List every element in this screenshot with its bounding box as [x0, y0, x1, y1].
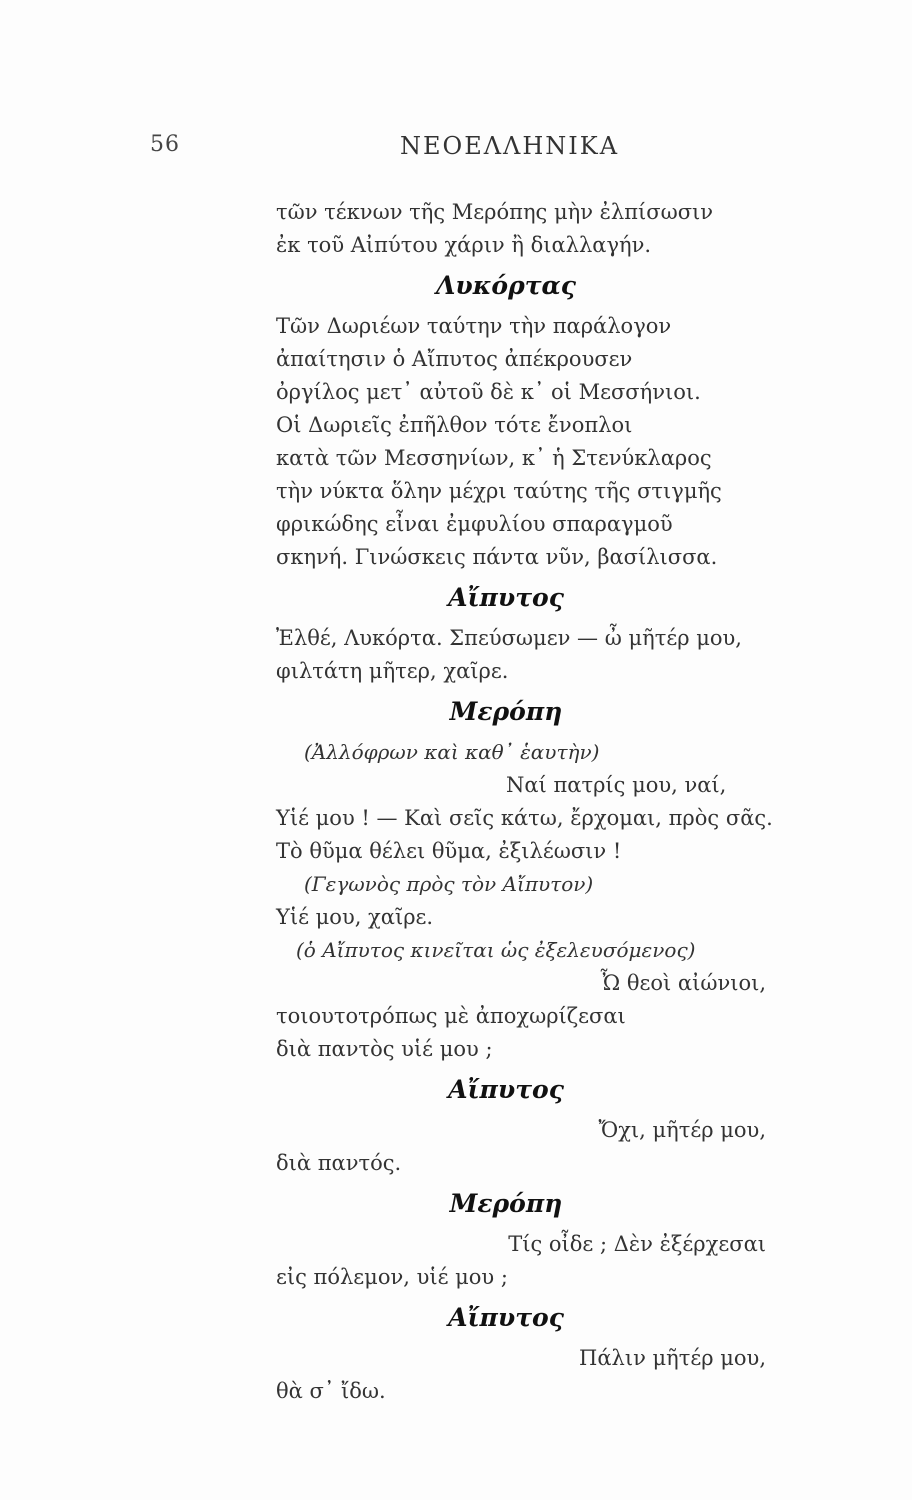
text-line: φιλτάτη μῆτερ, χαῖρε. [276, 659, 509, 683]
play-text [276, 196, 816, 1408]
text-line: Τῶν Δωριέων ταύτην τὴν παράλογον [276, 314, 672, 338]
text-line: τῶν τέκνων τῆς Μερόπης μὴν ἐλπίσωσιν [276, 200, 714, 224]
stage-direction: (Γεγωνὸς πρὸς τὸν Αἴπυτον) [304, 872, 594, 896]
text-line: Τὸ θῦμα θέλει θῦμα, ἐξιλέωσιν ! [276, 839, 622, 863]
running-title: ΝΕΟΕΛΛΗΝΙΚΑ [400, 132, 620, 160]
text-line: Ἐλθέ, Λυκόρτα. Σπεύσωμεν — ὦ μῆτέρ μου, [276, 626, 742, 650]
text-line: Τίς οἶδε ; Δὲν ἐξέρχεσαι [508, 1232, 766, 1256]
text-line: ἐκ τοῦ Αἰπύτου χάριν ἢ διαλλαγήν. [276, 233, 652, 257]
text-line: Ὦ θεοὶ αἰώνιοι, [600, 971, 766, 995]
page-number: 56 [150, 132, 180, 157]
text-line: Υἱέ μου ! — Καὶ σεῖς κάτω, ἔρχομαι, πρὸς σᾶς. [276, 806, 773, 830]
text-line: τοιουτοτρόπως μὲ ἀποχωρίζεσαι [276, 1004, 626, 1028]
speaker-name: Αἴπυτος [448, 1075, 564, 1104]
stage-direction: (ὁ Αἴπυτος κινεῖται ὡς ἐξελευσόμενος) [296, 938, 696, 962]
speaker-name: Μερόπη [449, 697, 563, 726]
text-line: φρικώδης εἶναι ἐμφυλίου σπαραγμοῦ [276, 512, 673, 536]
text-line: διὰ παντός. [276, 1151, 402, 1175]
speaker-name: Αἴπυτος [448, 583, 564, 612]
text-line: εἰς πόλεμον, υἱέ μου ; [276, 1265, 508, 1289]
speaker-name: Αἴπυτος [448, 1303, 564, 1332]
text-line: Υἱέ μου, χαῖρε. [276, 905, 434, 929]
text-line: ὀργίλος μετ᾽ αὐτοῦ δὲ κ᾽ οἱ Μεσσήνιοι. [276, 380, 701, 404]
speaker-name: Μερόπη [449, 1189, 563, 1218]
text-line: Πάλιν μῆτέρ μου, [579, 1346, 766, 1370]
speaker-name: Λυκόρτας [435, 271, 577, 300]
text-line: τὴν νύκτα ὅλην μέχρι ταύτης τῆς στιγμῆς [276, 479, 722, 503]
text-line: θὰ σ᾽ ἴδω. [276, 1379, 386, 1403]
text-line: ἀπαίτησιν ὁ Αἴπυτος ἀπέκρουσεν [276, 347, 633, 371]
text-line: Οἱ Δωριεῖς ἐπῆλθον τότε ἔνοπλοι [276, 413, 633, 437]
stage-direction: (Ἀλλόφρων καὶ καθ᾽ ἑαυτὴν) [304, 740, 600, 764]
text-line: Ναί πατρίς μου, ναί, [506, 773, 727, 797]
page-header [0, 132, 912, 168]
text-line: Ὄχι, μῆτέρ μου, [598, 1118, 766, 1142]
text-line: διὰ παντὸς υἱέ μου ; [276, 1037, 493, 1061]
text-line: κατὰ τῶν Μεσσηνίων, κ᾽ ἡ Στενύκλαρος [276, 446, 712, 470]
text-line: σκηνή. Γινώσκεις πάντα νῦν, βασίλισσα. [276, 545, 718, 569]
